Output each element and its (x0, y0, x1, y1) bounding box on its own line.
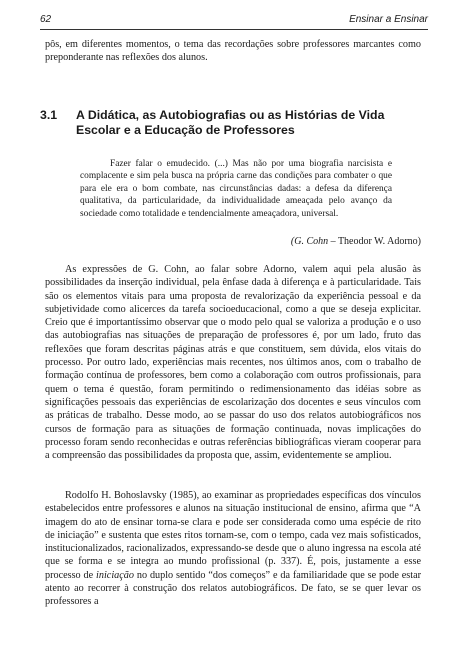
running-header (40, 14, 428, 32)
epigraph-text: Fazer falar o emudecido. (...) Mas não por uma biografia narcisista e complacente e sim pela busca na própria carne das condições para combater o que para ele era o bom combate, nas circunstâncias dadas: a defesa da diferença qualitativa, da particularidade, da individualidade ameaçada pelo avanço da sociedade como totalidade e tendencialmente ameaçadora, universal. (80, 159, 392, 219)
running-title: Ensinar a Ensinar (349, 14, 428, 25)
citation-subject: – Theodor W. Adorno) (328, 236, 421, 247)
paragraph-text: Rodolfo H. Bohoslavsky (1985), ao examinar as propriedades específicas dos vínculos estabelecidos entre professores e alunos na situação institucional de ensino, afirma que “A imagem do ato de ensinar torna-se clara e pode ser considerada como uma espécie de rito de iniciação” e sustenta que estes ritos tornam-se, com o tempo, cada vez mais sofisticados, institucionalizados, racionalizados, expressando-se desde que o aluno ingressa na escola até que se forma e se integra ao mundo profissional (p. 337). É, pois, justamente a esse processo de (45, 490, 421, 581)
emphasized-term: iniciação (96, 569, 134, 581)
paragraph-text: no duplo sentido “dos começos” e da familiaridade que se pode estar atento ao recorrer à construção dos relatos autobiográficos. De fato, se se quer levar os professores a (45, 569, 421, 608)
intro-paragraph: pôs, em diferentes momentos, o tema das recordações sobre professores marcantes como preponderante nas reflexões dos alunos. (45, 39, 421, 64)
page-number: 62 (40, 14, 52, 25)
section-title: A Didática, as Autobiografias ou as Histórias de Vida Escolar e a Educação de Professores (76, 108, 385, 137)
body-paragraph: As expressões de G. Cohn, ao falar sobre Adorno, valem aqui pela alusão às possibilidades da inserção individual, pela ênfase dada à diferença e à particularidade. Tais são os elementos vitais para uma proposta de revalorização da experiência pessoal e da subjetividade como alicerces da tarefa socioeducacional, como a que se deseja explicitar. Creio que é importantíssimo observar que o modo pelo qual se valoriza a produção e o uso das autobiografias nas situações de preparação de professores é, por um lado, fruto das reflexões que foram descritas páginas atrás e que constituem, sem dúvida, elos vitais do processo. Por outro lado, experiências mais recentes, nos últimos anos, com o trabalho de formação contínua de professores, bem como a colaboração com outros profissionais, para quem o tema é questão, foram permitindo o redimensionamento das idéias sobre as significações pessoais das experiências de escolarização dos docentes e seus vínculos com as práticas de trabalho. Desse modo, ao se passar do uso dos relatos autobiográficos nos cursos de formação para as situações de formação continuada, novas implicações do processo foram sendo reconhecidas e outras referências bibliográficas vieram cooperar para a compreensão das possibilidades da proposta que, assim, evidentemente se ampliou. (45, 264, 421, 462)
section-number: 3.1 (40, 108, 58, 122)
body-paragraph (45, 489, 421, 609)
epigraph-citation (291, 236, 421, 247)
citation-author: (G. Cohn (290, 236, 329, 247)
header-rule (40, 29, 428, 30)
